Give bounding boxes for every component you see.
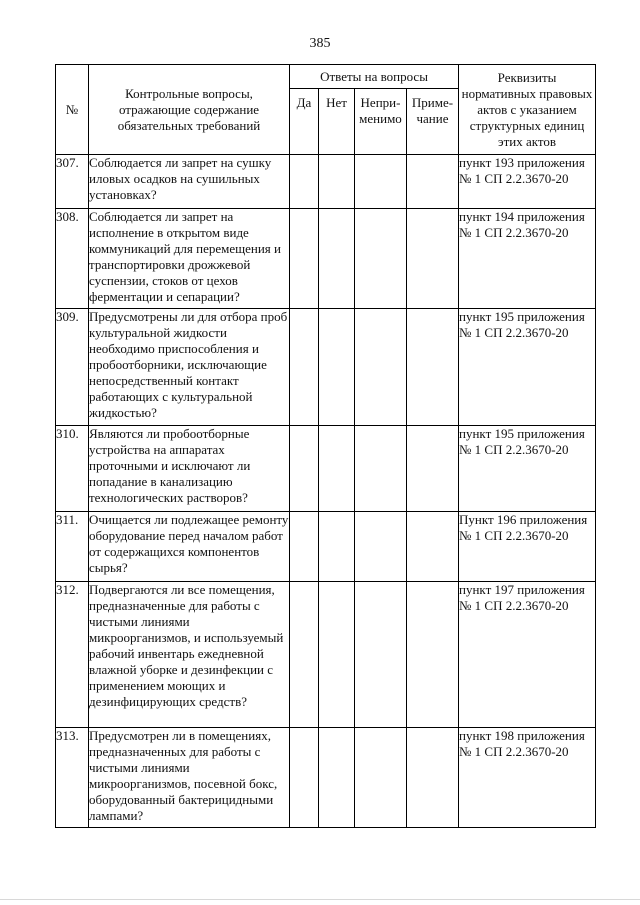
- header-yes: Да: [290, 89, 319, 155]
- row-requisites: пункт 197 приложения № 1 СП 2.2.3670-20: [459, 582, 596, 728]
- row-question: Соблюдается ли запрет на сушку иловых осадков на сушильных установках?: [89, 155, 290, 209]
- answer-na-cell[interactable]: [355, 155, 407, 209]
- row-requisites: пункт 195 приложения № 1 СП 2.2.3670-20: [459, 309, 596, 426]
- table-row: [56, 309, 596, 426]
- answer-note-cell[interactable]: [407, 209, 459, 309]
- row-question: Подвергаются ли все помещения, предназначенные для работы с чистыми линиями микроорганизмов, и используемый рабочий инвентарь ежедневной влажной уборке и дезинфекции с применением моющих и дезинфицирующих средств?: [89, 582, 290, 728]
- row-number: 313.: [56, 728, 89, 828]
- row-number: 307.: [56, 155, 89, 209]
- answer-no-cell[interactable]: [319, 209, 355, 309]
- row-requisites: пункт 195 приложения № 1 СП 2.2.3670-20: [459, 426, 596, 512]
- row-question: Являются ли пробоотборные устройства на аппаратах проточными и исключают ли попадание в канализацию технологических растворов?: [89, 426, 290, 512]
- table-row: [56, 582, 596, 728]
- table-row: [56, 512, 596, 582]
- answer-no-cell[interactable]: [319, 512, 355, 582]
- table-row: [56, 155, 596, 209]
- answer-no-cell[interactable]: [319, 309, 355, 426]
- answer-note-cell[interactable]: [407, 155, 459, 209]
- page-bottom-edge: [0, 899, 640, 900]
- answer-note-cell[interactable]: [407, 728, 459, 828]
- table-row: [56, 728, 596, 828]
- header-note: Приме- чание: [407, 89, 459, 155]
- answer-note-cell[interactable]: [407, 512, 459, 582]
- row-number: 311.: [56, 512, 89, 582]
- answer-note-cell[interactable]: [407, 582, 459, 728]
- header-no: Нет: [319, 89, 355, 155]
- row-requisites: пункт 194 приложения № 1 СП 2.2.3670-20: [459, 209, 596, 309]
- table-row: [56, 209, 596, 309]
- answer-na-cell[interactable]: [355, 728, 407, 828]
- answer-yes-cell[interactable]: [290, 582, 319, 728]
- table-row: [56, 426, 596, 512]
- answer-no-cell[interactable]: [319, 582, 355, 728]
- page-number: 385: [309, 36, 331, 51]
- row-requisites: пункт 198 приложения № 1 СП 2.2.3670-20: [459, 728, 596, 828]
- answer-note-cell[interactable]: [407, 426, 459, 512]
- header-answers-group: Ответы на вопросы: [290, 65, 459, 89]
- row-requisites: пункт 193 приложения № 1 СП 2.2.3670-20: [459, 155, 596, 209]
- row-question: Предусмотрены ли для отбора проб культуральной жидкости необходимо приспособления и пробоотборники, исключающие непосредственный контакт работающих с культуральной жидкостью?: [89, 309, 290, 426]
- row-number: 309.: [56, 309, 89, 426]
- answer-na-cell[interactable]: [355, 426, 407, 512]
- answer-yes-cell[interactable]: [290, 155, 319, 209]
- answer-yes-cell[interactable]: [290, 512, 319, 582]
- answer-na-cell[interactable]: [355, 209, 407, 309]
- answer-na-cell[interactable]: [355, 512, 407, 582]
- answer-no-cell[interactable]: [319, 155, 355, 209]
- answer-yes-cell[interactable]: [290, 209, 319, 309]
- answer-no-cell[interactable]: [319, 728, 355, 828]
- row-question: Предусмотрен ли в помещениях, предназначенных для работы с чистыми линиями микроорганизмов, посевной бокс, оборудованный бактерицидными лампами?: [89, 728, 290, 828]
- answer-no-cell[interactable]: [319, 426, 355, 512]
- answer-note-cell[interactable]: [407, 309, 459, 426]
- row-number: 308.: [56, 209, 89, 309]
- row-question: Соблюдается ли запрет на исполнение в открытом виде коммуникаций для перемещения и транспортировки дрожжевой суспензии, стоков от цехов ферментации и сепарации?: [89, 209, 290, 309]
- header-requisites: Реквизиты нормативных правовых актов с указанием структурных единиц этих актов: [459, 65, 596, 155]
- header-not-applicable: Непри- менимо: [355, 89, 407, 155]
- row-number: 310.: [56, 426, 89, 512]
- answer-yes-cell[interactable]: [290, 309, 319, 426]
- answer-na-cell[interactable]: [355, 582, 407, 728]
- answer-yes-cell[interactable]: [290, 728, 319, 828]
- answer-na-cell[interactable]: [355, 309, 407, 426]
- answer-yes-cell[interactable]: [290, 426, 319, 512]
- row-question: Очищается ли подлежащее ремонту оборудование перед началом работ от содержащихся компонентов сырья?: [89, 512, 290, 582]
- row-requisites: Пункт 196 приложения № 1 СП 2.2.3670-20: [459, 512, 596, 582]
- header-num: №: [56, 65, 89, 155]
- row-number: 312.: [56, 582, 89, 728]
- header-questions: Контрольные вопросы, отражающие содержание обязательных требований: [89, 65, 290, 155]
- checklist-table: [55, 64, 596, 828]
